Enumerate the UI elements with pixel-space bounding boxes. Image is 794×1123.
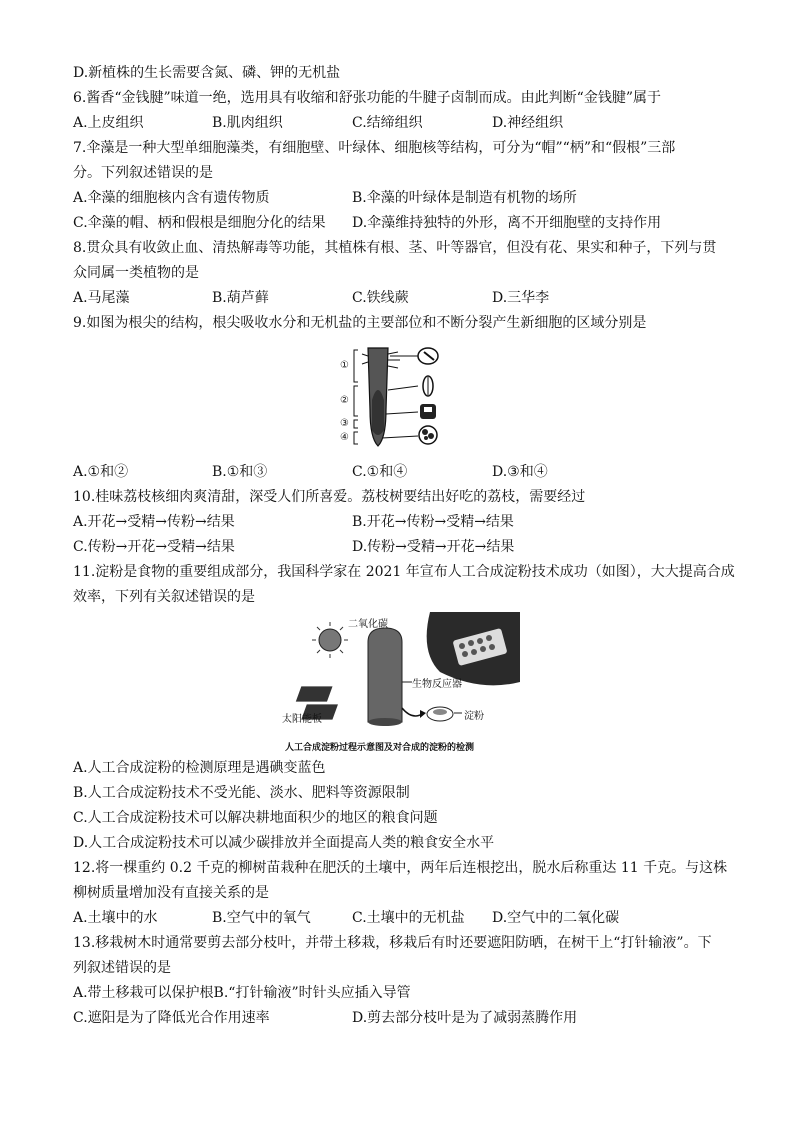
q6-option-c: C.结缔组织 (352, 115, 423, 131)
figure-caption: 人工合成淀粉过程示意图及对合成的淀粉的检测 (285, 743, 475, 753)
q7-option-c: C.伞藻的帽、柄和假根是细胞分化的结果 (73, 215, 326, 231)
q6-option-a: A.上皮组织 (73, 115, 144, 131)
q13-option-d: D.剪去部分枝叶是为了减弱蒸腾作用 (352, 1010, 578, 1026)
q7-stem-line1: 7.伞藻是一种大型单细胞藻类，有细胞壁、叶绿体、细胞核等结构，可分为“帽”“柄”和“假根”三部 (73, 140, 676, 156)
root-zone-label-3: ③ (340, 418, 349, 429)
q10-option-c: C.传粉→开花→受精→结果 (73, 539, 235, 555)
q8-stem-line2: 众同属一类植物的是 (73, 265, 199, 281)
q12-option-c: C.土壤中的无机盐 (352, 910, 465, 926)
root-tip-diagram (340, 340, 460, 455)
q12-stem-line2: 柳树质量增加没有直接关系的是 (73, 885, 269, 901)
q7-option-a: A.伞藻的细胞核内含有遗传物质 (73, 190, 270, 206)
q12-option-d: D.空气中的二氧化碳 (492, 910, 620, 926)
q11-stem-line2: 效率，下列有关叙述错误的是 (73, 589, 255, 605)
q13-stem-line2: 列叙述错误的是 (73, 960, 171, 976)
q10-option-b: B.开花→传粉→受精→结果 (352, 514, 514, 530)
q6-option-d: D.神经组织 (492, 115, 564, 131)
q5-option-d: D.新植株的生长需要含氮、磷、钾的无机盐 (73, 65, 341, 81)
q10-option-a: A.开花→受精→传粉→结果 (73, 514, 235, 530)
fig-label-starch: 淀粉 (464, 711, 484, 722)
root-zone-label-1: ① (340, 360, 349, 371)
q11-option-c: C.人工合成淀粉技术可以解决耕地面积少的地区的粮食问题 (73, 810, 438, 826)
q8-stem-line1: 8.贯众具有收敛止血、清热解毒等功能，其植株有根、茎、叶等器官，但没有花、果实和种子，下列与贯 (73, 240, 717, 256)
q11-option-a: A.人工合成淀粉的检测原理是遇碘变蓝色 (73, 760, 326, 776)
q11-option-d: D.人工合成淀粉技术可以减少碳排放并全面提高人类的粮食安全水平 (73, 835, 495, 851)
q13-stem-line1: 13.移栽树木时通常要剪去部分枝叶，并带土移栽，移栽后有时还要遮阳防晒，在树干上“打针输液”。下 (73, 935, 712, 951)
starch-synthesis-figure (280, 612, 520, 752)
q13-option-c: C.遮阳是为了降低光合作用速率 (73, 1010, 270, 1026)
q7-option-d: D.伞藻维持独特的外形，离不开细胞壁的支持作用 (352, 215, 662, 231)
q12-stem-line1: 12.将一棵重约 0.2 千克的柳树苗栽种在肥沃的土壤中，两年后连根挖出，脱水后称重达 11 千克。与这株 (73, 860, 728, 876)
q7-stem-line2: 分。下列叙述错误的是 (73, 165, 213, 181)
q10-option-d: D.传粉→受精→开花→结果 (352, 539, 515, 555)
fig-label-reactor: 生物反应器 (412, 679, 462, 690)
q8-option-c: C.铁线蕨 (352, 290, 409, 306)
fig-label-co2: 二氧化碳 (348, 619, 388, 630)
q9-option-d: D.③和④ (492, 464, 548, 480)
q11-stem-line1: 11.淀粉是食物的重要组成部分，我国科学家在 2021 年宣布人工合成淀粉技术成功（如图），大大提高合成 (73, 564, 735, 580)
fig-label-solar-panel: 太阳能板 (282, 714, 322, 725)
q9-option-b: B.①和③ (212, 464, 268, 480)
q7-option-b: B.伞藻的叶绿体是制造有机物的场所 (352, 190, 577, 206)
root-tip-figure (340, 340, 460, 455)
q8-option-a: A.马尾藻 (73, 290, 130, 306)
q11-option-b: B.人工合成淀粉技术不受光能、淡水、肥料等资源限制 (73, 785, 410, 801)
q8-option-b: B.葫芦藓 (212, 290, 269, 306)
q13-option-ab: A.带土移栽可以保护根B.“打针输液”时针头应插入导管 (73, 985, 411, 1001)
q6-option-b: B.肌肉组织 (212, 115, 283, 131)
q12-option-b: B.空气中的氧气 (212, 910, 311, 926)
q10-stem: 10.桂味荔枝核细肉爽清甜，深受人们所喜爱。荔枝树要结出好吃的荔枝，需要经过 (73, 489, 586, 505)
q6-stem: 6.酱香“金钱腱”味道一绝，选用具有收缩和舒张功能的牛腱子卤制而成。由此判断“金钱腱”属于 (73, 90, 661, 106)
q8-option-d: D.三华李 (492, 290, 550, 306)
q9-stem: 9.如图为根尖的结构，根尖吸收水分和无机盐的主要部位和不断分裂产生新细胞的区域分别是 (73, 315, 647, 331)
root-zone-label-4: ④ (340, 432, 349, 443)
root-zone-label-2: ② (340, 395, 349, 406)
q12-option-a: A.土壤中的水 (73, 910, 158, 926)
q9-option-a: A.①和② (73, 464, 129, 480)
q9-option-c: C.①和④ (352, 464, 408, 480)
